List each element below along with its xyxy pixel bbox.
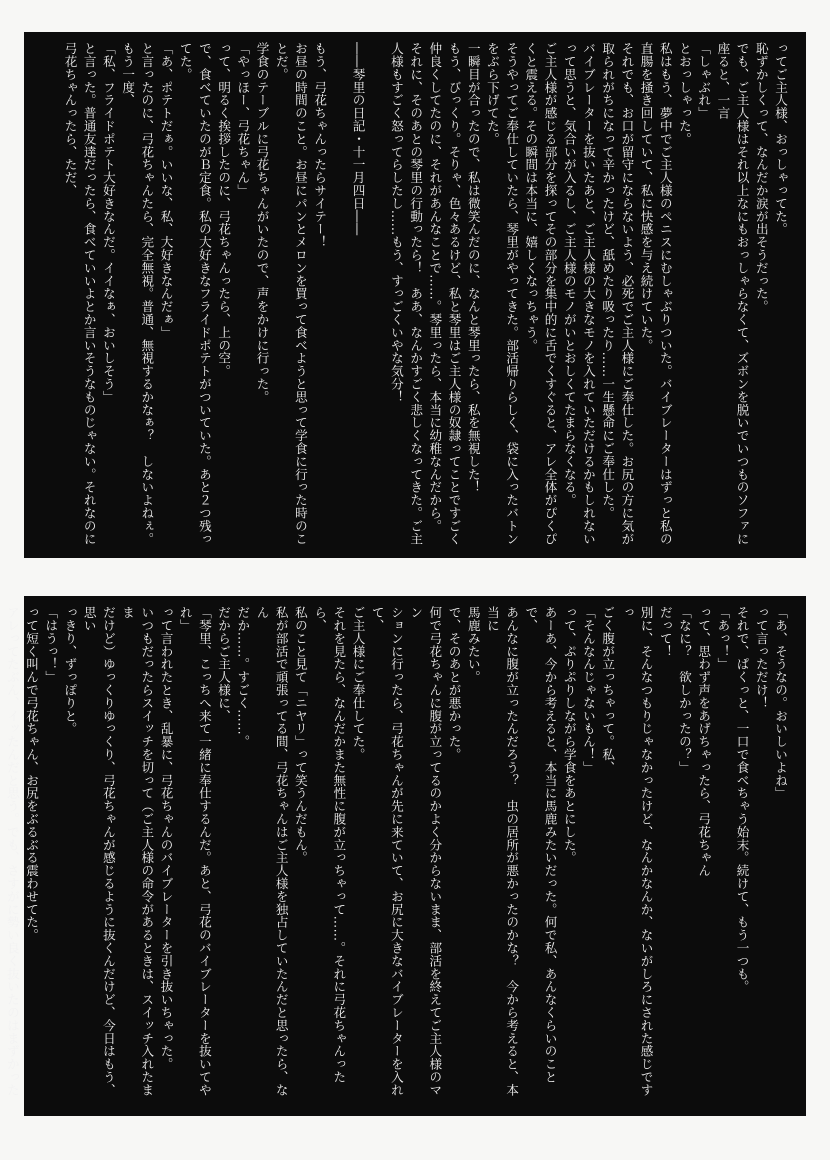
text-line: 「そんなんじゃないもん！」 — [580, 606, 596, 774]
text-line: をぶら下げてた。 — [484, 42, 500, 146]
text-line: だって！ — [657, 606, 673, 658]
text-line: ご主人様にご奉仕してた。 — [350, 606, 366, 761]
text-line: っきり、ずっぽりと。 — [62, 606, 78, 735]
text-line: 「私、フライドポテト大好きなんだ。イイなぁ、おいしそう」 — [100, 42, 116, 404]
text-line: バイブレーターを抜いたあと、ご主人様の大きなモノを入れていただけるかもしれない — [580, 42, 596, 546]
text-line: 弓花ちゃんったら、ただ、 — [62, 42, 78, 197]
bottom-vertical-text — [0, 606, 790, 1106]
text-line: って、思わず声をあげちゃったら、弓花ちゃん — [696, 606, 712, 877]
text-line: 一瞬目が合ったので、私は微笑んだのに、なんと琴里ったら、私を無視した！ — [465, 42, 481, 494]
text-line: 「なに？ 欲しかったの？」 — [676, 606, 692, 774]
text-line: もう、びっくり。そりゃ、色々あるけど、私と琴里はご主人様の奴隷ってことですごく — [446, 42, 462, 546]
top-vertical-text — [60, 42, 790, 548]
text-line: って短く叫んで弓花ちゃん、お尻をぶるぶる震わせてた。 — [24, 606, 40, 942]
text-line: あんなに腹が立ったんだろう？ 虫の居所が悪かったのかな？ 今から考えると、本当に — [484, 606, 520, 1097]
text-line: 取られがちになって辛かったけど、舐めたり吸ったり……一生懸命にご奉仕した。 — [600, 42, 616, 520]
text-line: と言った。普通友達だったら、食べていいよとか言いそうなものじゃない。それなのに — [81, 42, 97, 546]
text-line: 人様もすごく怒ってらしたし……もう、すっごくいやな気分！ — [388, 42, 404, 404]
text-line: あーあ、今から考えると、本当に馬鹿みたいだった。何で私、あんなくらいのことで、 — [523, 606, 558, 1084]
text-line: 私が部活で頑張ってる間、弓花ちゃんはご主人様を独占していたんだと思ったら、なん — [254, 606, 289, 1097]
text-line: 「やっほー、弓花ちゃん」 — [235, 42, 251, 197]
text-line: 私のこと見て「ニヤリ」って笑うんだもん。 — [292, 606, 308, 864]
text-line: と言ったのに、弓花ちゃんたら、完全無視。普通、無視するかなぁ？ しないよねぇ。 — [139, 42, 155, 546]
text-line: ごく腹が立っちゃって。私、 — [600, 606, 616, 774]
text-line: 直腸を掻き回していて、私に快感を与え続けていた。 — [638, 42, 654, 352]
text-line: もう一度、 — [120, 42, 136, 107]
text-line: もう、弓花ちゃんったらサイテー！ — [312, 42, 328, 249]
text-line: そうやってご奉仕していたら、琴里がやってきた。部活帰りらしく、袋に入ったバトン — [504, 42, 520, 546]
text-line: いつもだったらスイッチを切って（ご主人様の命令があるときは、スイッチ入れたまま — [120, 606, 155, 1097]
text-line: でも、ご主人様はそれ以上なにもおっしゃらなくて、ズボンを脱いでいつものソファに — [734, 42, 750, 546]
text-line: それを見たら、なんだかまた無性に腹が立っちゃって……。それに弓花ちゃんったら、 — [312, 606, 347, 1084]
text-line: それに、そのあとの琴里の行動ったら！ ああ、なんかすごく悲しくなってきた。ご主 — [408, 42, 424, 546]
text-line: 「琴里、こっちへ来て一緒に奉仕するんだ。あと、弓花のバイブレーターを抜いてやれ」 — [177, 606, 212, 1097]
text-line: とだ。 — [273, 42, 289, 81]
text-line: アレってたぶん、イッたんだと思う。でも、さすがに勢い良く抜いたのはまずかった — [4, 606, 20, 1097]
text-line: だか……。すごく……。 — [235, 606, 251, 748]
text-line: ご主人様が感じる部分を探ってその部分を集中的に舌でくすぐると、アレ全体がぴくぴ — [542, 42, 558, 546]
text-line: 「あ、そうなの。おいしいよね」 — [773, 606, 788, 800]
text-line: ――琴里の日記・十一月四日―― — [350, 42, 366, 236]
text-line: 恥ずかしくって、なんだか涙が出そうだった。 — [753, 42, 769, 313]
text-line: お昼の時間のこと。お昼にパンとメロンを買って食べようと思って学食に行った時のこ — [292, 42, 308, 546]
text-line: 馬鹿みたい。 — [465, 606, 481, 684]
text-line: 別に、そんなつもりじゃなかったけど、なんかなんか、ないがしろにされた感じですっ — [619, 606, 654, 1097]
text-line: って思うと、気合いが入るし、ご主人様のモノがいとおしくてたまらなくなる。 — [561, 42, 577, 507]
text-line: 「あ、ポテトだぁ。いいな、私、大好きなんだぁ」 — [158, 42, 174, 339]
text-line: って、明るく挨拶したのに、弓花ちゃんったら、上の空。 — [216, 42, 232, 378]
text-line: ってご主人様、おっしゃってた。 — [773, 42, 788, 236]
text-line: それでも、お口が留守にならないよう、必死でご主人様にご奉仕した。お尻の方に気が — [619, 42, 635, 546]
text-line: 私はもう、夢中でご主人様のペニスにむしゃぶりついた。バイブレーターはずっと私の — [657, 42, 673, 546]
text-line: くと震える。その瞬間は本当に、嬉しくなっちゃう。 — [523, 42, 539, 352]
text-line: 「あっ！」 — [715, 606, 731, 671]
bottom-text-panel — [4, 596, 806, 1116]
text-line: てた。 — [177, 42, 193, 81]
text-line: って、ぷりぷりしながら学食をあとにした。 — [561, 606, 577, 864]
text-line: だけど）ゆっくりゆっくり、弓花ちゃんが感じるように抜くんだけど、今日はもう、思い — [81, 606, 116, 1097]
text-line: って言われたとき、乱暴に、弓花ちゃんのバイブレーターを引き抜いちゃった。 — [158, 606, 174, 1071]
top-text-panel — [24, 32, 806, 558]
text-line: それで、ぱくっと、一口で食べちゃう始末。続けて、もう一つも。 — [734, 606, 750, 993]
text-line: ションに行ったら、弓花ちゃんが先に来ていて、お尻に大きなバイブレーターを入れて、 — [369, 606, 404, 1097]
text-line: 学食のテーブルに弓花ちゃんがいたので、声をかけに行った。 — [254, 42, 270, 404]
text-line: 仲良くしてたのに、それがあんなことで……。琴里ったら、本当に幼稚なんだから。 — [427, 42, 443, 533]
text-line: だからご主人様に、 — [216, 606, 232, 723]
text-line: で、そのあとが悪かった。 — [446, 606, 462, 761]
text-line: 「はうっ！」 — [43, 606, 59, 684]
text-line: って言っただけ！ — [753, 606, 769, 710]
text-line: とおっしゃった。 — [676, 42, 692, 146]
text-line: 「しゃぶれ」 — [696, 42, 712, 120]
text-line: 座ると、一言 — [715, 42, 731, 120]
text-line: 何で弓花ちゃんに腹が立ってるのかよく分からないまま、部活を終えてご主人様のマン — [408, 606, 443, 1097]
text-line: で、食べていたのがＢ定食。私の大好きなフライドポテトがついていた。あと２つ残っ — [196, 42, 212, 546]
